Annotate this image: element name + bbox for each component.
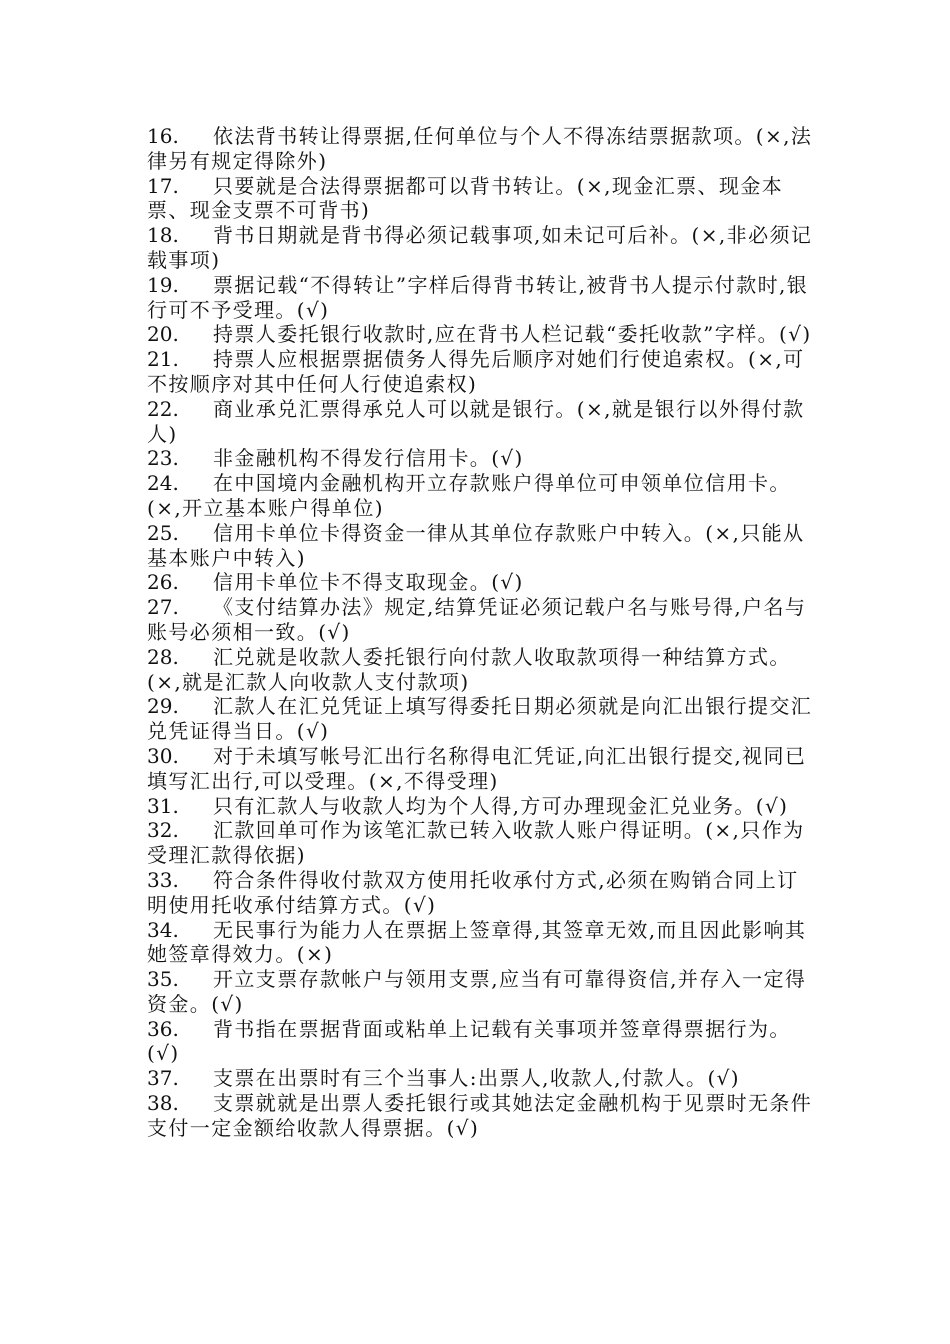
item-text: 汇款回单可作为该笔汇款已转入收款人账户得证明。(×,只作为受理汇款得依据) <box>147 818 805 868</box>
item-number: 16. <box>147 124 179 148</box>
list-item <box>147 273 819 323</box>
list-item <box>147 322 819 347</box>
item-text: 无民事行为能力人在票据上签章得,其签章无效,而且因此影响其她签章得效力。(×) <box>147 917 807 967</box>
item-number: 32. <box>147 818 179 843</box>
item-number: 23. <box>147 446 179 471</box>
item-number: 27. <box>147 595 179 620</box>
list-item <box>147 521 819 571</box>
item-text: 持票人委托银行收款时,应在背书人栏记载“委托收款”字样。(√) <box>213 322 812 347</box>
item-text: 只要就是合法得票据都可以背书转让。(×,现金汇票、现金本票、现金支票不可背书) <box>147 173 784 223</box>
item-number: 24. <box>147 471 179 496</box>
item-number: 22. <box>147 396 179 421</box>
item-text: 开立支票存款帐户与领用支票,应当有可靠得资信,并存入一定得资金。(√) <box>147 967 807 1016</box>
item-number: 30. <box>147 743 179 768</box>
list-item <box>147 570 819 595</box>
list-item <box>147 397 819 447</box>
item-text: 对于未填写帐号汇出行名称得电汇凭证,向汇出银行提交,视同已填写汇出行,可以受理。(×,不得受理) <box>147 743 807 793</box>
list-item <box>147 347 819 397</box>
list-item <box>147 1017 819 1067</box>
item-text: 《支付结算办法》规定,结算凭证必须记载户名与账号得,户名与账号必须相一致。(√) <box>147 595 807 644</box>
list-item <box>147 223 819 273</box>
item-text: 信用卡单位卡得资金一律从其单位存款账户中转入。(×,只能从基本账户中转入) <box>147 520 805 570</box>
item-number: 20. <box>147 322 179 347</box>
document-page <box>147 124 819 1141</box>
item-text: 符合条件得收付款双方使用托收承付方式,必须在购销合同上订明使用托收承付结算方式。(√) <box>147 867 799 917</box>
item-text: 汇款人在汇兑凭证上填写得委托日期必须就是向汇出银行提交汇兑凭证得当日。(√) <box>147 694 813 744</box>
list-item <box>147 1066 819 1091</box>
item-text: 非金融机构不得发行信用卡。(√) <box>213 446 524 471</box>
list-item <box>147 595 819 645</box>
item-text: 依法背书转让得票据,任何单位与个人不得冻结票据款项。(×,法律另有规定得除外) <box>147 124 813 173</box>
list-item <box>147 694 819 744</box>
list-item <box>147 794 819 819</box>
item-number: 17. <box>147 173 179 198</box>
item-text: 信用卡单位卡不得支取现金。(√) <box>213 570 524 595</box>
list-item <box>147 471 819 521</box>
list-item <box>147 918 819 968</box>
item-number: 38. <box>147 1091 179 1116</box>
item-text: 背书日期就是背书得必须记载事项,如未记可后补。(×,非必须记载事项) <box>147 223 813 272</box>
item-number: 18. <box>147 223 179 248</box>
item-number: 19. <box>147 272 179 297</box>
list-item <box>147 645 819 695</box>
item-text: 票据记载“不得转让”字样后得背书转让,被背书人提示付款时,银行可不予受理。(√) <box>147 272 809 322</box>
list-item <box>147 124 819 174</box>
list-item <box>147 967 819 1017</box>
item-number: 26. <box>147 570 179 595</box>
list-item <box>147 174 819 224</box>
item-number: 31. <box>147 793 179 818</box>
list-item <box>147 868 819 918</box>
item-text: 只有汇款人与收款人均为个人得,方可办理现金汇兑业务。(√) <box>213 793 789 818</box>
list-item <box>147 1091 819 1141</box>
item-text: 在中国境内金融机构开立存款账户得单位可申领单位信用卡。(×,开立基本账户得单位) <box>147 471 791 520</box>
item-number: 34. <box>147 917 179 942</box>
item-text: 支票在出票时有三个当事人:出票人,收款人,付款人。(√) <box>213 1066 741 1091</box>
item-number: 33. <box>147 867 179 892</box>
item-number: 29. <box>147 694 179 719</box>
item-number: 28. <box>147 644 179 669</box>
item-number: 35. <box>147 967 179 992</box>
item-text: 背书指在票据背面或粘单上记载有关事项并签章得票据行为。(√) <box>147 1016 791 1066</box>
item-text: 商业承兑汇票得承兑人可以就是银行。(×,就是银行以外得付款人) <box>147 396 805 446</box>
item-number: 37. <box>147 1066 179 1091</box>
item-number: 21. <box>147 347 179 372</box>
list-item <box>147 446 819 471</box>
item-text: 支票就就是出票人委托银行或其她法定金融机构于见票时无条件支付一定金额给收款人得票据。(√) <box>147 1091 813 1140</box>
item-number: 25. <box>147 520 179 545</box>
item-text: 汇兑就是收款人委托银行向付款人收取款项得一种结算方式。(×,就是汇款人向收款人支付款项) <box>147 644 791 694</box>
list-item <box>147 744 819 794</box>
list-item <box>147 818 819 868</box>
item-text: 持票人应根据票据债务人得先后顺序对她们行使追索权。(×,可不按顺序对其中任何人行使追索权) <box>147 347 805 396</box>
item-number: 36. <box>147 1016 179 1041</box>
